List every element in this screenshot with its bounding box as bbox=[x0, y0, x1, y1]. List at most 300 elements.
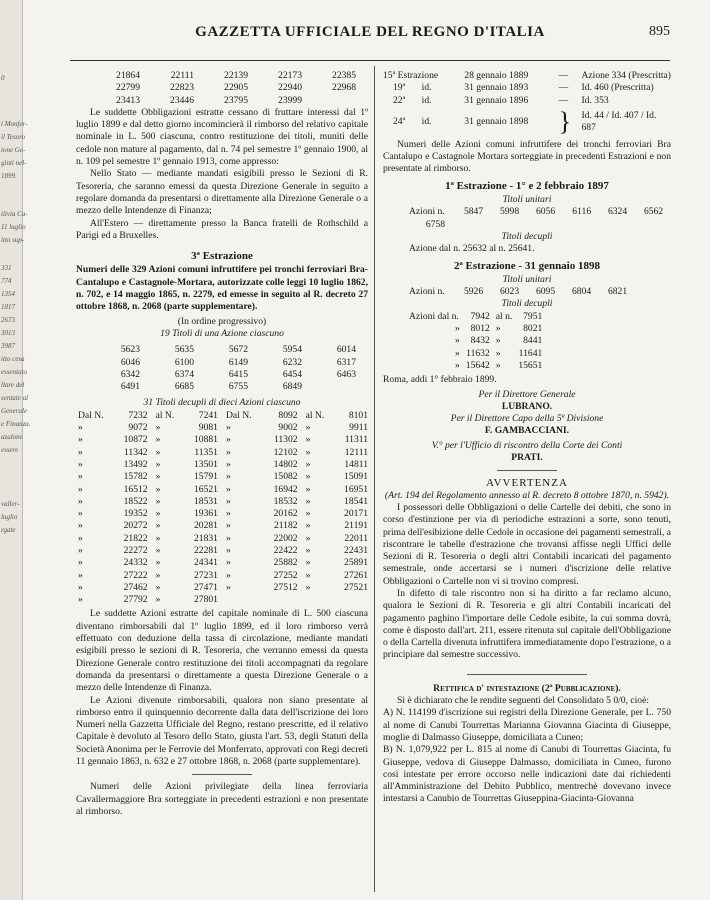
margin-fragment: i Monfer- bbox=[1, 120, 28, 128]
rettifica-a: A) N. 114199 d'iscrizione sui registri della Direzione Generale, per L. 750 al nome di Canubi Tourrettas Marianna Giovanna Giacinta di Giuseppe, moglie di Dalmasso Giuseppe, domiciliata a Cuneo; bbox=[383, 707, 671, 743]
table-row bbox=[76, 422, 368, 434]
table-row bbox=[86, 369, 356, 381]
estrazione-date: 28 gennaio 1889 bbox=[464, 70, 529, 81]
avvertenza-title: AVVERTENZA bbox=[486, 477, 568, 490]
label: » bbox=[305, 569, 311, 581]
number-cell: 27792 bbox=[123, 594, 148, 606]
number-cell: 9002 bbox=[278, 422, 298, 434]
number-cell: 11302 bbox=[273, 434, 298, 446]
number-cell: 22272 bbox=[123, 544, 148, 556]
number-cell: 22431 bbox=[344, 544, 368, 556]
number-cell: 6342 bbox=[120, 368, 140, 380]
number-cell bbox=[302, 381, 356, 393]
label: » bbox=[225, 446, 231, 458]
number-cell: 11351 bbox=[194, 446, 218, 458]
table-row bbox=[76, 520, 368, 532]
label: » bbox=[78, 557, 83, 569]
label: » bbox=[495, 359, 501, 371]
number-cell: 11641 bbox=[518, 347, 543, 359]
paragraph-azioni-rimborsabili: Le suddette Azioni estratte del capitale nominale di L. 500 ciascuna diventano rimborsabili dal 1º luglio 1899, ed il loro rimborso verrà effettuato con deduzione della tassa di circolazione, mediante mandati esigibili presso le sezioni di R. Tesoreria, che verranno emessi da questa Direzione Generale contro restituzione dei titoli accompagnati da regolare domanda da presentarsi o direttamente a questa Direzione Generale o a mezzo delle Intendenze di Finanza. bbox=[76, 608, 368, 694]
avvertenza-reference: (Art. 194 del Regolamento annesso al R. decreto 8 ottobre 1870, n. 5942). bbox=[384, 489, 670, 501]
number-cell: 9072 bbox=[128, 422, 148, 434]
decupli-table bbox=[76, 410, 368, 607]
number-cell: 6463 bbox=[336, 368, 356, 380]
number-cell: 16942 bbox=[273, 483, 298, 495]
number-cell: 7232 bbox=[128, 409, 148, 421]
label: » bbox=[155, 557, 161, 569]
subheading-titoli-unitari: Titoli unitari bbox=[502, 194, 552, 206]
number-cell: 8092 bbox=[278, 409, 298, 421]
azione-number: 6562 bbox=[643, 206, 664, 218]
number-cell: 23446 bbox=[170, 94, 194, 106]
estrazione-date: 31 gennaio 1896 bbox=[464, 94, 529, 106]
number-cell: 18541 bbox=[344, 495, 368, 507]
number-cell: 11311 bbox=[344, 434, 368, 446]
number-cell: 6100 bbox=[174, 356, 194, 368]
label: » bbox=[495, 335, 501, 347]
margin-fragment: ilivia Ca- bbox=[1, 210, 28, 218]
number-cell: 13492 bbox=[123, 458, 148, 470]
number-cell: 23413 bbox=[116, 94, 140, 106]
number-cell: 20272 bbox=[123, 520, 148, 532]
number-cell: 11632 bbox=[466, 347, 490, 359]
label: » bbox=[305, 520, 311, 532]
label: » bbox=[155, 532, 161, 544]
subheading-decupli: 31 Titoli decupli di dieci Azioni ciascuno bbox=[143, 397, 301, 409]
dash: — bbox=[558, 82, 569, 94]
number-cell: 24341 bbox=[193, 557, 218, 569]
margin-fragment: gìnti nel- bbox=[1, 159, 27, 167]
number-cell: 6849 bbox=[282, 381, 302, 393]
table-row bbox=[86, 70, 356, 82]
label: » bbox=[305, 471, 311, 483]
table-row bbox=[409, 360, 542, 372]
azione-number: 6804 bbox=[571, 286, 592, 298]
avvertenza-paragraph-1: I possessori delle Obbligazioni o delle Cartelle dei debiti, che sono in corso d'estinzione per via di periodiche estrazioni a sorte, sono tenuti, prima dell'esibizione delle Cedole in occasione dei pagamenti semestrali, a riscontrare le tabelle d'estrazione che trovansi affisse negli Uffici delle Sezioni di R. Tesoreria o degli altri Contabili incaricati del pagamento semestrale, onde accertarsi se i numeri d'iscrizione delle relative Obbligazioni o Cartelle non vi si trovino compresi. bbox=[383, 501, 671, 587]
label: » bbox=[155, 495, 161, 507]
subheading-single-titles: 19 Titoli di una Azione ciascuno bbox=[160, 327, 284, 339]
id-label: id. bbox=[421, 94, 432, 106]
label: » bbox=[305, 581, 311, 593]
label: » bbox=[155, 581, 161, 593]
number-cell: 27471 bbox=[193, 581, 218, 593]
signature-name-2: F. GAMBACCIANI. bbox=[484, 425, 570, 437]
number-cell: 16512 bbox=[123, 483, 148, 495]
number-cell: 6415 bbox=[228, 368, 248, 380]
number-cell: 15651 bbox=[518, 359, 543, 371]
subheading-titoli-unitari: Titoli unitari bbox=[502, 273, 552, 285]
number-cell: 21191 bbox=[344, 520, 368, 532]
order-note: (In ordine progressivo) bbox=[177, 315, 267, 327]
margin-fragment: 3013 bbox=[1, 329, 15, 337]
visto-line: V.° per l'Ufficio di riscontro della Corte dei Conti bbox=[431, 439, 623, 451]
number-cell: 12111 bbox=[344, 446, 368, 458]
label: » bbox=[495, 323, 501, 335]
label: » bbox=[305, 434, 311, 446]
label: » bbox=[78, 483, 83, 495]
number-cell: 16951 bbox=[344, 483, 368, 495]
number-cell: 23795 bbox=[224, 94, 248, 106]
azione-number: 6095 bbox=[535, 286, 556, 298]
label: » bbox=[225, 508, 231, 520]
table-row bbox=[86, 95, 356, 107]
dash: — bbox=[558, 70, 569, 81]
label: » bbox=[305, 557, 311, 569]
roma-date: Roma, addì 1° febbraio 1899. bbox=[383, 374, 497, 386]
dash: — bbox=[558, 94, 569, 106]
label: » bbox=[78, 532, 83, 544]
number-cell: 27231 bbox=[193, 569, 218, 581]
table-row bbox=[76, 594, 368, 606]
number-cell: 22002 bbox=[273, 532, 298, 544]
number-cell: 18532 bbox=[273, 495, 298, 507]
margin-fragment: 3987 bbox=[1, 342, 15, 350]
table-row bbox=[76, 471, 368, 483]
margin-fragment: essentato bbox=[1, 368, 28, 376]
number-cell: 22799 bbox=[116, 82, 140, 94]
number-cell: 7942 bbox=[470, 310, 490, 322]
azione-status: Azione 334 (Prescritta) bbox=[581, 70, 671, 81]
table-row bbox=[76, 434, 368, 446]
paragraph-estero: All'Estero — direttamente presso la Banca fratelli de Rothschild a Parigi ed a Bruxelles. bbox=[76, 217, 368, 241]
number-cell: 27801 bbox=[193, 594, 218, 606]
number-cell: 19352 bbox=[123, 508, 148, 520]
left-column bbox=[76, 70, 368, 818]
number-cell: 22139 bbox=[224, 70, 248, 81]
number-cell: 22823 bbox=[170, 82, 194, 94]
number-cell: 22281 bbox=[193, 544, 218, 556]
single-titles-table bbox=[86, 344, 356, 393]
margin-fragment: essere bbox=[1, 446, 19, 454]
est2-unitari-numbers bbox=[447, 286, 627, 297]
prescritte-table bbox=[383, 70, 671, 137]
number-cell: 21182 bbox=[273, 520, 298, 532]
label: » bbox=[155, 471, 161, 483]
number-cell: 15082 bbox=[273, 471, 298, 483]
number-cell: 22173 bbox=[278, 70, 302, 81]
number-cell: 22011 bbox=[344, 532, 368, 544]
rettifica-intro: Si è dichiarato che le rendite seguenti del Consolidato 5 0/0, cioè: bbox=[397, 695, 650, 707]
label: » bbox=[225, 581, 231, 593]
number-cell: 14802 bbox=[273, 458, 298, 470]
label: » bbox=[305, 446, 311, 458]
obbligazioni-numbers-table bbox=[86, 70, 356, 107]
azione-number: 6116 bbox=[572, 206, 592, 218]
label: » bbox=[225, 422, 231, 434]
label: » bbox=[155, 569, 161, 581]
number-cell: 6149 bbox=[228, 356, 248, 368]
azione-number: 5998 bbox=[499, 206, 520, 218]
margin-fragment: rgate bbox=[1, 526, 16, 534]
margin-fragment: azalone bbox=[1, 433, 23, 441]
margin-fragment: 331 bbox=[1, 264, 12, 272]
azioni-label: Azioni n. bbox=[409, 286, 445, 298]
page-number: 895 bbox=[649, 24, 670, 39]
table-row bbox=[86, 357, 356, 369]
paragraph-rimborso: Le suddette Obbligazioni estratte cessano di fruttare interessi dal 1º luglio 1899 e dal detto giorno incomincierà il rimborso del relativo capitale nominale in L. 500 ciascuna, contro restituzione dei titoli, muniti delle cedole non mature al pagamento, dal n. 74 pel semestre 1º gennaio 1900, al n. 109 pel semestre 1º gennaio 1913, come appresso: bbox=[76, 106, 368, 168]
azione-number: 5847 bbox=[463, 206, 484, 218]
number-cell: 9911 bbox=[349, 422, 368, 434]
paragraph-azioni-comuni: Numeri delle 329 Azioni comuni infruttifere pei tronchi ferroviari Bra-Cantalupo e Castagnole-Mortara, autorizzate colle leggi 10 luglio 1862, n. 702, e 14 maggio 1865, n. 2279, ed emesse in seguito al R. decreto 27 ottobre 1868, n. 2068 (parte supplementare). bbox=[76, 264, 368, 313]
table-row bbox=[86, 82, 356, 94]
table-row bbox=[86, 381, 356, 393]
azione-status-list: Id. 44 / Id. 407 / Id. 687 bbox=[581, 109, 657, 133]
subheading-titoli-decupli: Titoli decupli bbox=[501, 298, 553, 310]
number-cell: 20281 bbox=[193, 520, 218, 532]
separator bbox=[467, 674, 587, 675]
table-row bbox=[76, 484, 368, 496]
table-row bbox=[383, 70, 671, 82]
azione-number: 6324 bbox=[607, 206, 628, 218]
number-cell: 6491 bbox=[120, 381, 140, 393]
estrazione-ord: 15ª Estrazione bbox=[383, 70, 439, 81]
label: » bbox=[305, 544, 311, 556]
margin-fragment: ione Ge- bbox=[1, 146, 26, 154]
label: » bbox=[78, 471, 83, 483]
azione-number: 5926 bbox=[463, 286, 484, 298]
label: » bbox=[225, 483, 231, 495]
number-cell: 8012 bbox=[470, 323, 490, 335]
margin-fragment: luglio bbox=[1, 513, 18, 521]
label: » bbox=[225, 532, 231, 544]
number-cell: 10872 bbox=[123, 434, 148, 446]
number-cell: 14811 bbox=[344, 458, 368, 470]
table-row bbox=[76, 459, 368, 471]
number-cell: 20171 bbox=[344, 508, 368, 520]
label: al N. bbox=[155, 409, 175, 421]
number-cell bbox=[302, 95, 356, 107]
estrazione-date: 31 gennaio 1893 bbox=[464, 82, 529, 94]
table-row bbox=[409, 311, 542, 323]
margin-fragment: Generale bbox=[1, 407, 28, 415]
number-cell: 5635 bbox=[174, 344, 194, 356]
table-row bbox=[409, 323, 542, 335]
estrazione-date: 31 gennaio 1898 bbox=[464, 115, 529, 127]
subheading-titoli-decupli: Titoli decupli bbox=[501, 230, 553, 242]
label: » bbox=[78, 508, 83, 520]
label: » bbox=[225, 544, 231, 556]
table-row bbox=[86, 344, 356, 356]
number-cell: 12102 bbox=[273, 446, 298, 458]
number-cell: 24332 bbox=[123, 557, 148, 569]
estrazione-ord bbox=[383, 95, 460, 107]
number-cell: 7951 bbox=[523, 310, 543, 322]
brace: } bbox=[558, 106, 572, 136]
number-cell: 22422 bbox=[273, 544, 298, 556]
number-cell: 6317 bbox=[336, 356, 356, 368]
number-cell: 27462 bbox=[123, 581, 148, 593]
margin-fragment: 11 luglio bbox=[1, 223, 26, 231]
label: » bbox=[155, 508, 161, 520]
previous-page-margin bbox=[0, 0, 31, 900]
estrazione-ord bbox=[383, 107, 460, 137]
label: » bbox=[155, 594, 161, 606]
table-row bbox=[76, 545, 368, 557]
separator bbox=[497, 470, 557, 471]
number-cell: 23999 bbox=[278, 94, 302, 106]
number-cell: 21822 bbox=[123, 532, 148, 544]
number-cell: 6046 bbox=[120, 356, 140, 368]
label: » bbox=[78, 544, 83, 556]
table-row bbox=[76, 533, 368, 545]
number-cell: 8441 bbox=[523, 335, 543, 347]
number-cell: 16521 bbox=[193, 483, 218, 495]
paragraph-prescrizione: Le Azioni divenute rimborsabili, qualora non siano presentate al rimborso entro il quinquennio decorrente dalla data dell'iscrizione dei loro Numeri nella Gazzetta Ufficiale del Regno, restano prescritte, ed il relativo Capitale è devoluto al Tesoro dello Stato, giusta l'art. 53, degli Statuti della Società Anonima per le Ferrovie del Monferrato, approvati con Regi decreti 11 gennaio 1863, n. 632 e 27 ottobre 1868, n. 2068 (parte supplementare). bbox=[76, 694, 368, 768]
label: Dal N. bbox=[225, 409, 252, 421]
margin-fragment: 2673 bbox=[1, 316, 15, 324]
label: » bbox=[155, 458, 161, 470]
number-cell: 22940 bbox=[278, 82, 302, 94]
number-cell: 27252 bbox=[273, 569, 298, 581]
label: » bbox=[155, 434, 161, 446]
label: » bbox=[78, 434, 83, 446]
table-row bbox=[76, 570, 368, 582]
table-row bbox=[76, 447, 368, 459]
table-row bbox=[76, 557, 368, 569]
newspaper-title: GAZZETTA UFFICIALE DEL REGNO D'ITALIA bbox=[195, 24, 545, 40]
number-cell: 9081 bbox=[198, 422, 218, 434]
table-row bbox=[76, 496, 368, 508]
right-column bbox=[383, 70, 671, 806]
number-cell: 27521 bbox=[344, 581, 368, 593]
azioni-label: Azioni n. bbox=[409, 206, 445, 218]
number-cell: 15791 bbox=[193, 471, 218, 483]
number-cell: 22111 bbox=[170, 70, 194, 81]
label: » bbox=[155, 422, 161, 434]
estrazione-ord bbox=[383, 82, 460, 94]
label: » bbox=[495, 347, 501, 359]
label: » bbox=[155, 544, 161, 556]
number-cell: 15642 bbox=[465, 359, 490, 371]
rettifica-b: B) N. 1,079,922 per L. 815 al nome di Canubi di Tourrettas Giacinta, fu Giuseppe, vedova di Giuseppe Dalmasso, domiciliata in Cuneo, furono così intestate per errore occorso nelle indicazioni date dai richiedenti all'Amministrazione del Debito Pubblico, mentrechè dovevano invece intestarsi a Canubio de Tourrettas Giuseppina-Giacinta-Giovanna bbox=[383, 744, 671, 805]
azione-number: 6821 bbox=[607, 286, 628, 298]
number-cell: 6014 bbox=[336, 344, 356, 356]
rettifica-title: Rettifica d' intestazione (2ª Pubblicazione). bbox=[433, 682, 621, 694]
number-cell: 25891 bbox=[344, 557, 368, 569]
section-title-1a-estrazione: 1ª Estrazione - 1° e 2 febbraio 1897 bbox=[445, 179, 609, 192]
separator bbox=[192, 774, 252, 775]
label: » bbox=[78, 594, 83, 606]
margin-fragment: 1817 bbox=[1, 303, 15, 311]
number-cell: 18522 bbox=[123, 495, 148, 507]
azione-number: 6056 bbox=[535, 206, 556, 218]
label: » bbox=[78, 569, 83, 581]
label: » bbox=[155, 446, 161, 458]
margin-fragment: 1354 bbox=[1, 290, 15, 298]
label: » bbox=[455, 323, 460, 335]
number-cell: 20162 bbox=[273, 508, 298, 520]
label: » bbox=[455, 347, 460, 359]
table-row bbox=[383, 82, 671, 94]
number-cell: 6374 bbox=[174, 368, 194, 380]
margin-fragment: 774 bbox=[1, 277, 12, 285]
table-row bbox=[76, 582, 368, 594]
table-row bbox=[383, 107, 671, 137]
label: » bbox=[305, 458, 311, 470]
number-cell: 27512 bbox=[273, 581, 298, 593]
azione-number: 6023 bbox=[499, 286, 520, 298]
margin-fragment: valler- bbox=[1, 500, 20, 508]
signature-role-1: Per il Direttore Generale bbox=[478, 388, 576, 400]
label: » bbox=[225, 434, 231, 446]
number-cell: 21864 bbox=[116, 70, 140, 81]
margin-fragment: sentate al bbox=[1, 394, 29, 402]
id-label: id. bbox=[421, 115, 432, 127]
est1-decupli: Azione dal n. 25632 al n. 25641. bbox=[409, 243, 535, 255]
number-cell: 25882 bbox=[273, 557, 298, 569]
label: » bbox=[225, 557, 231, 569]
margin-fragment: itto sup- bbox=[1, 236, 25, 244]
number-cell: 13501 bbox=[193, 458, 218, 470]
signature-role-2: Per il Direttore Capo della 5ª Divisione bbox=[450, 413, 604, 425]
label: » bbox=[305, 508, 311, 520]
number-cell: 22968 bbox=[332, 82, 356, 94]
number-cell: 22385 bbox=[332, 70, 356, 81]
label: Azioni dal n. bbox=[409, 310, 459, 322]
number-cell: 8021 bbox=[523, 323, 543, 335]
number-cell: 15782 bbox=[123, 471, 148, 483]
number-cell: 15091 bbox=[344, 471, 368, 483]
paragraph-azioni-privilegiate: Numeri delle Azioni privilegiate della linea ferroviaria Cavallermaggiore Bra sorteggiate in precedenti estrazioni e non presentate al rimborso. bbox=[76, 781, 368, 817]
section-title-3a-estrazione: 3ª Estrazione bbox=[191, 250, 253, 263]
margin-fragment: e Finanza. bbox=[1, 420, 31, 428]
margin-fragment: 1899. bbox=[1, 172, 17, 180]
number-cell: 5954 bbox=[282, 344, 302, 356]
number-cell: 22905 bbox=[224, 82, 248, 94]
number-cell: 18531 bbox=[193, 495, 218, 507]
margin-fragment: il Tesoro bbox=[1, 133, 26, 141]
paragraph-stato: Nello Stato — mediante mandati esigibili presso le Sezioni di R. Tesoreria, che saranno emessi da questa Direzione Generale in seguito a regolare domanda da presentarsi o direttamente alla Direzione Generale o a mezzo delle Intendenze di Finanza; bbox=[76, 168, 368, 217]
signature-name-1: LUBRANO. bbox=[501, 400, 553, 412]
label: » bbox=[155, 520, 161, 532]
number-cell: 27261 bbox=[344, 569, 368, 581]
est2-decupli-table bbox=[409, 311, 542, 372]
est1-unitari bbox=[383, 206, 671, 231]
number-cell: 8432 bbox=[470, 335, 490, 347]
table-row bbox=[409, 348, 542, 360]
number-cell: 5623 bbox=[120, 344, 140, 356]
number-cell: 6232 bbox=[282, 356, 302, 368]
page-header bbox=[70, 24, 670, 44]
label: » bbox=[78, 458, 83, 470]
number-cell: 19361 bbox=[193, 508, 218, 520]
margin-fragment: 0 bbox=[1, 74, 5, 82]
azione-number: 6758 bbox=[425, 218, 445, 230]
column-divider bbox=[374, 66, 375, 892]
number-cell: 5672 bbox=[228, 344, 248, 356]
number-cell: 7241 bbox=[198, 409, 218, 421]
section-title-2a-estrazione: 2ª Estrazione - 31 gennaio 1898 bbox=[454, 259, 600, 272]
label: » bbox=[78, 520, 83, 532]
number-cell: 11342 bbox=[123, 446, 148, 458]
est1-unitari-numbers bbox=[409, 206, 663, 229]
id-label: id. bbox=[421, 82, 432, 94]
label: » bbox=[225, 520, 231, 532]
header-rule bbox=[70, 60, 670, 61]
label: » bbox=[225, 569, 231, 581]
label: » bbox=[455, 335, 460, 347]
number-cell: 6755 bbox=[228, 381, 248, 393]
est2-unitari bbox=[383, 286, 671, 298]
label: Dal N. bbox=[78, 409, 104, 421]
avvertenza-paragraph-2: In difetto di tale riscontro non si ha diritto a far reclamo alcuno, qualora le Sezioni di R. Tesoreria e gli altri Contabili incaricati del pagamento paghino l'importare delle Cedole esibite, la cui somma dovrà, come è disposto dall'art. 211, essere ritenuta sul capitale dell'Obbligazione o della Cartella divenuta infruttifera immediatamente dopo l'estrazione, o a principiare dal semestre successivo. bbox=[383, 587, 671, 661]
table-row bbox=[409, 335, 542, 347]
label: » bbox=[305, 532, 311, 544]
label: » bbox=[155, 483, 161, 495]
azione-status: Id. 460 (Prescritta) bbox=[581, 82, 654, 94]
number-cell: 27222 bbox=[123, 569, 148, 581]
table-row bbox=[76, 508, 368, 520]
